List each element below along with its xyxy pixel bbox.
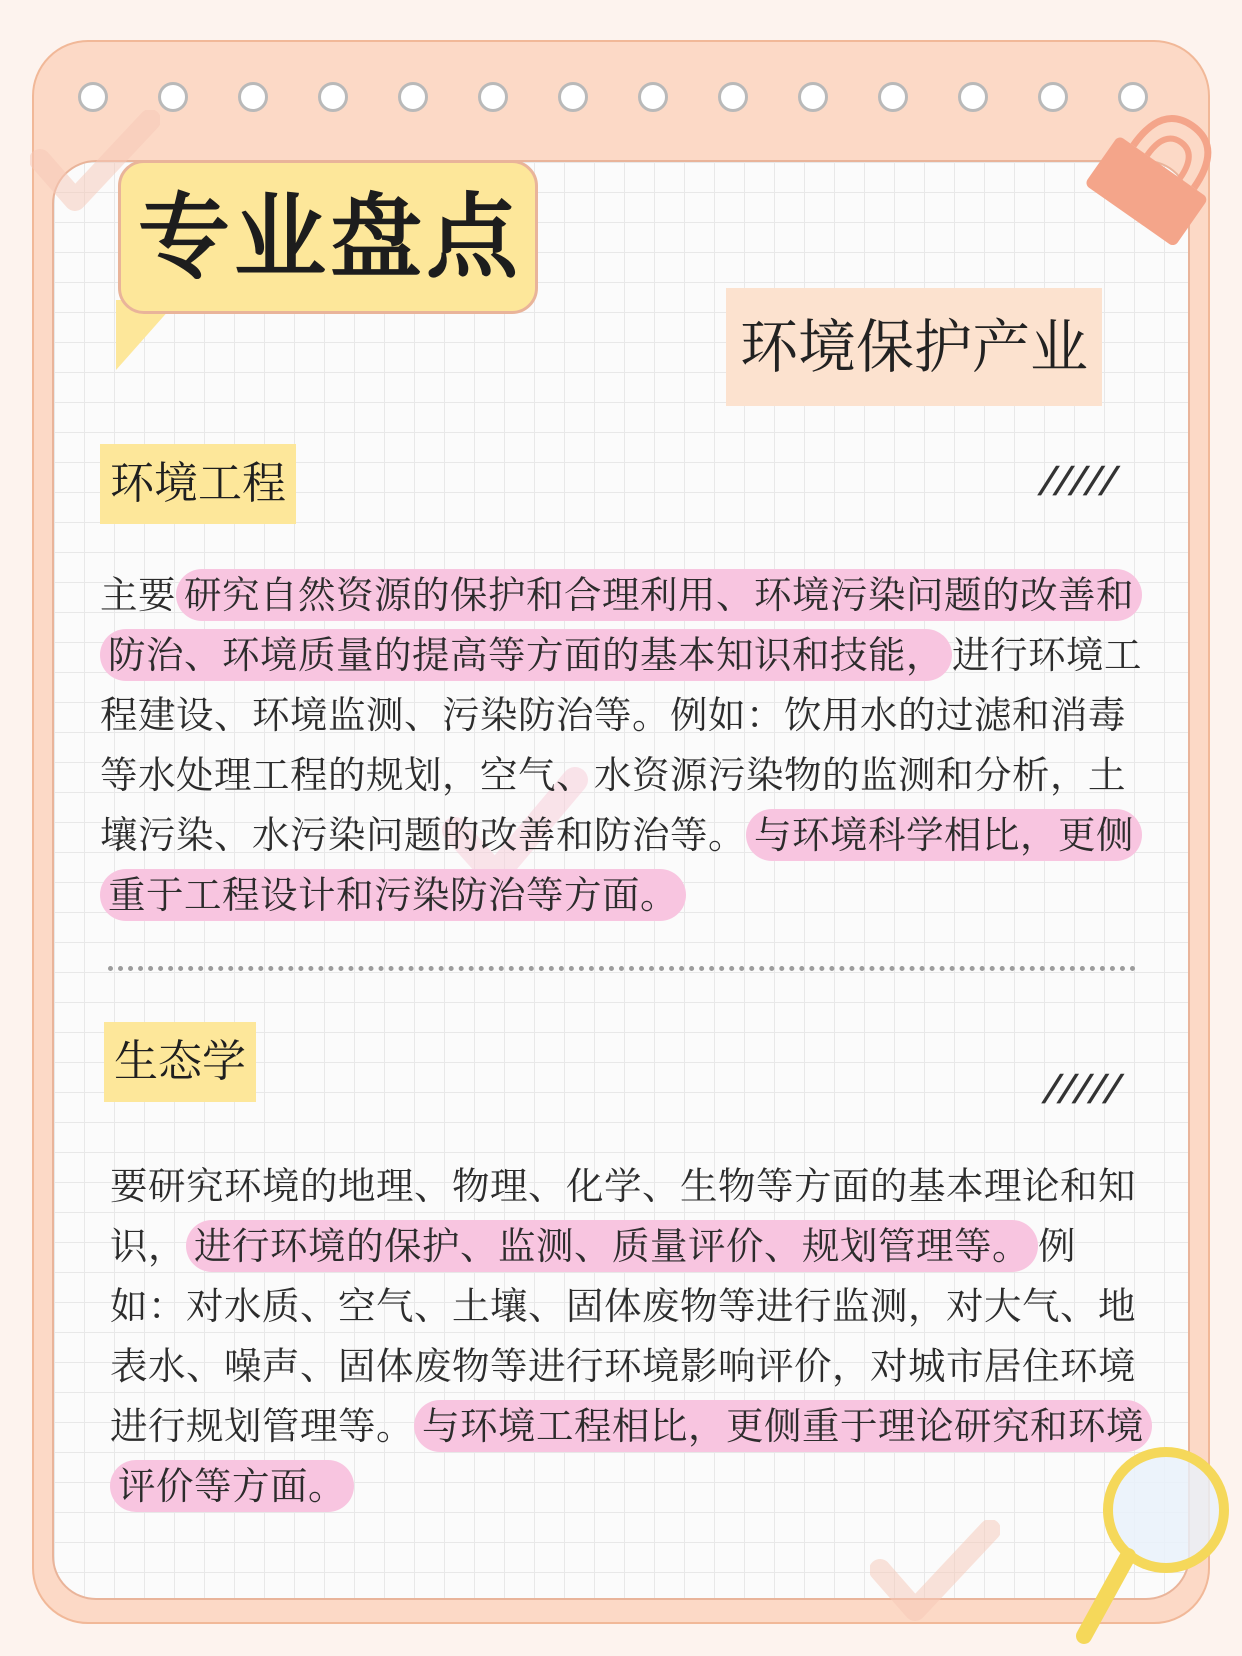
highlighted-text: 研究自然资源的保护和合理利用、环境污染问题的改善和防治、环境质量的提高等方面的基本知识和技能， xyxy=(100,569,1142,681)
highlighted-text: 进行环境的保护、监测、质量评价、规划管理等。 xyxy=(186,1220,1038,1272)
section-title-ecology: 生态学 xyxy=(104,1022,256,1102)
body-text: 进行环境工程建设、环境监测、污染防治等。例如：饮用水的过滤和消毒等水处理工程的规划，空气、水资源污染物的监测和分析，土壤污染、水污染问题的改善和防治等。 xyxy=(100,633,1142,857)
highlighted-text: 与环境科学相比，更侧重于工程设计和污染防治等方面。 xyxy=(100,809,1142,921)
binder-ring xyxy=(78,82,108,112)
magnifier-icon xyxy=(1066,1440,1242,1650)
binder-ring xyxy=(1038,82,1068,112)
binder-ring xyxy=(958,82,988,112)
binder-ring xyxy=(318,82,348,112)
watermark-logo xyxy=(870,1520,1000,1630)
body-text: 要研究环境的地理、物理、化学、生物等方面的基本理论和知识， xyxy=(110,1164,1136,1268)
binder-ring xyxy=(638,82,668,112)
binder-clip-icon xyxy=(1080,104,1230,254)
dotted-divider xyxy=(108,966,1136,971)
page-title: 专业盘点 xyxy=(137,184,522,291)
binder-ring xyxy=(238,82,268,112)
section-body-ecology xyxy=(110,1156,1150,1516)
binder-ring xyxy=(558,82,588,112)
section-title-environmental-engineering: 环境工程 xyxy=(100,444,296,524)
tick-marks: ///// xyxy=(1039,1068,1129,1109)
page-subtitle: 环境保护产业 xyxy=(726,288,1102,406)
body-text: 例如：对水质、空气、土壤、固体废物等进行监测，对大气、地表水、噪声、固体废物等进行环境影响评价，对城市居住环境进行规划管理等。 xyxy=(110,1224,1136,1448)
highlighted-text: 与环境工程相比，更侧重于理论研究和环境评价等方面。 xyxy=(110,1400,1152,1512)
binder-ring xyxy=(878,82,908,112)
binder-ring xyxy=(718,82,748,112)
binder-ring xyxy=(398,82,428,112)
tick-marks: ///// xyxy=(1035,460,1125,501)
section-body-environmental-engineering xyxy=(100,565,1150,925)
binder-ring xyxy=(158,82,188,112)
binder-ring xyxy=(798,82,828,112)
body-text: 主要 xyxy=(100,573,176,617)
binder-ring xyxy=(478,82,508,112)
